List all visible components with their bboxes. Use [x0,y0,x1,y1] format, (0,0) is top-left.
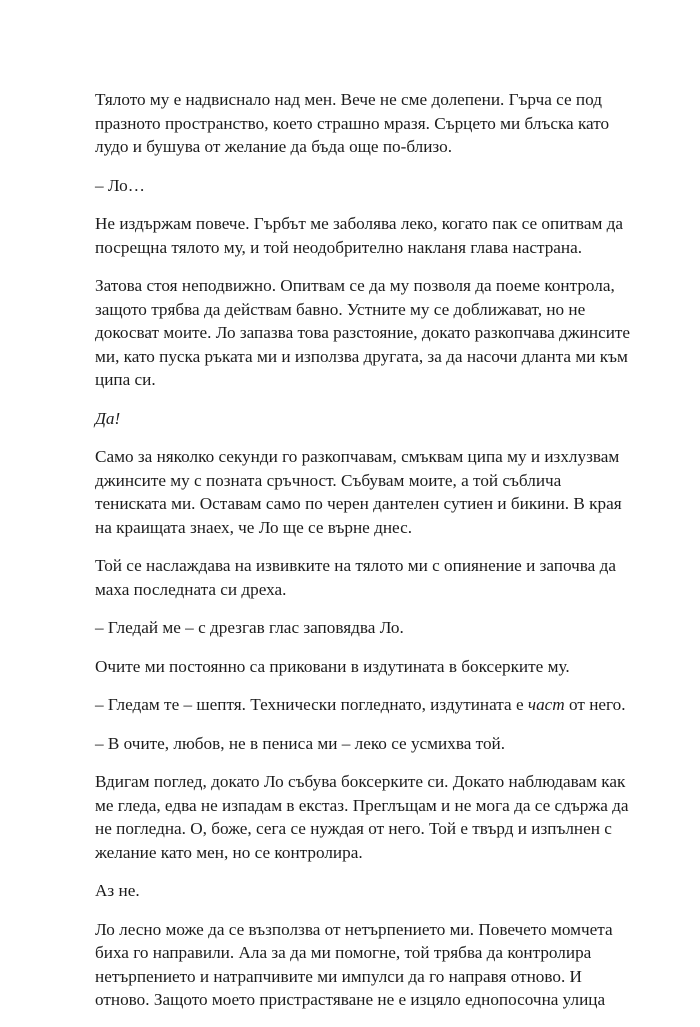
paragraph-2 [95,174,615,198]
text-line: на краищата знаех, че Ло ще се върне днес. [95,517,412,537]
text-line: Да! [95,408,121,428]
text-line: ципа си. [95,370,156,389]
text-line: Не издържам повече. Гърбът ме заболява леко, когато пак се опитвам да [95,214,624,233]
text-line: – Ло… [95,175,145,195]
text-line: Само за няколко секунди го разкопчавам, смъквам ципа му и изхлузвам [95,447,620,466]
paragraph-3 [95,212,624,259]
paragraph-12 [95,770,629,864]
text-line: Вдигам поглед, докато Ло събува боксерките си. Докато наблюдавам как [95,772,626,791]
text-line: Тялото му е надвиснало над мен. Вече не сме долепени. Гърча се под [95,90,602,109]
paragraph-13 [95,879,615,903]
paragraph-7 [95,554,615,601]
text-line: Той се наслаждава на извивките на тялото ми с опиянение и започва да [95,556,616,575]
text-line: маха последната си дреха. [95,579,287,599]
text-line: Ло лесно може да се възползва от нетърпението ми. Повечето момчета [95,919,613,939]
text-line: не погледна. О, боже, сега се нуждая от него. Той е твърд и изпълнен с [95,819,612,838]
text-line: Аз не. [95,881,140,900]
text-line: нетърпението и натрапчивите ми импулси да го направя отново. И [95,966,582,986]
text-line: ме гледа, едва не изпадам в екстаз. Преглъщам и не мога да се сдържа да [95,795,629,815]
paragraph-11 [95,732,615,756]
text-line: Затова стоя неподвижно. Опитвам се да му позволя да поеме контрола, [95,276,615,295]
text-line: докосват моите. Ло запазва това разстояние, докато разкопчава джинсите [95,323,631,342]
text-run: – Гледам те – шептя. Технически погледнато, издутината е [95,695,528,714]
text-line: посрещна тялото му, и той неодобрително накланя глава настрана. [95,237,583,257]
text-line: – В очите, любов, не в пениса ми – леко се усмихва той. [95,733,506,753]
text-line: биха го направили. Ала за да ми помогне, той трябва да контролира [95,943,592,962]
text-line: лудо и бушува от желание да бъда още по-близо. [95,137,453,156]
text-line: защото трябва да действам бавно. Устните му се доближават, но не [95,299,586,319]
italic-text-run: част [527,695,565,714]
text-line [95,693,626,717]
text-line: – Гледай ме – с дрезгав глас заповядва Ло. [95,618,404,637]
paragraph-6 [95,445,622,539]
text-line: отново. Защото моето пристрастяване не е изцяло еднопосочна улица [95,990,606,1009]
paragraph-4 [95,274,631,392]
text-line: празното пространство, което страшно мразя. Сърцето ми блъска като [95,113,610,133]
paragraph-1 [95,88,615,159]
paragraph-14 [95,918,615,1012]
text-line: Очите ми постоянно са приковани в издутината в боксерките му. [95,656,570,676]
paragraph-8 [95,616,615,640]
document-page [95,88,631,1027]
text-line: джинсите му с позната сръчност. Събувам моите, а той съблича [95,470,562,490]
paragraph-9 [95,655,615,679]
text-line: желание като мен, но се контролира. [95,842,363,862]
paragraph-5-italic [95,407,615,431]
text-run: от него. [564,695,626,714]
paragraph-10 [95,693,626,717]
text-line: ми, като пуска ръката ми и използва другата, за да насочи дланта ми към [95,346,628,366]
text-line: тениската ми. Оставам само по черен дантелен сутиен и бикини. В края [95,494,622,513]
